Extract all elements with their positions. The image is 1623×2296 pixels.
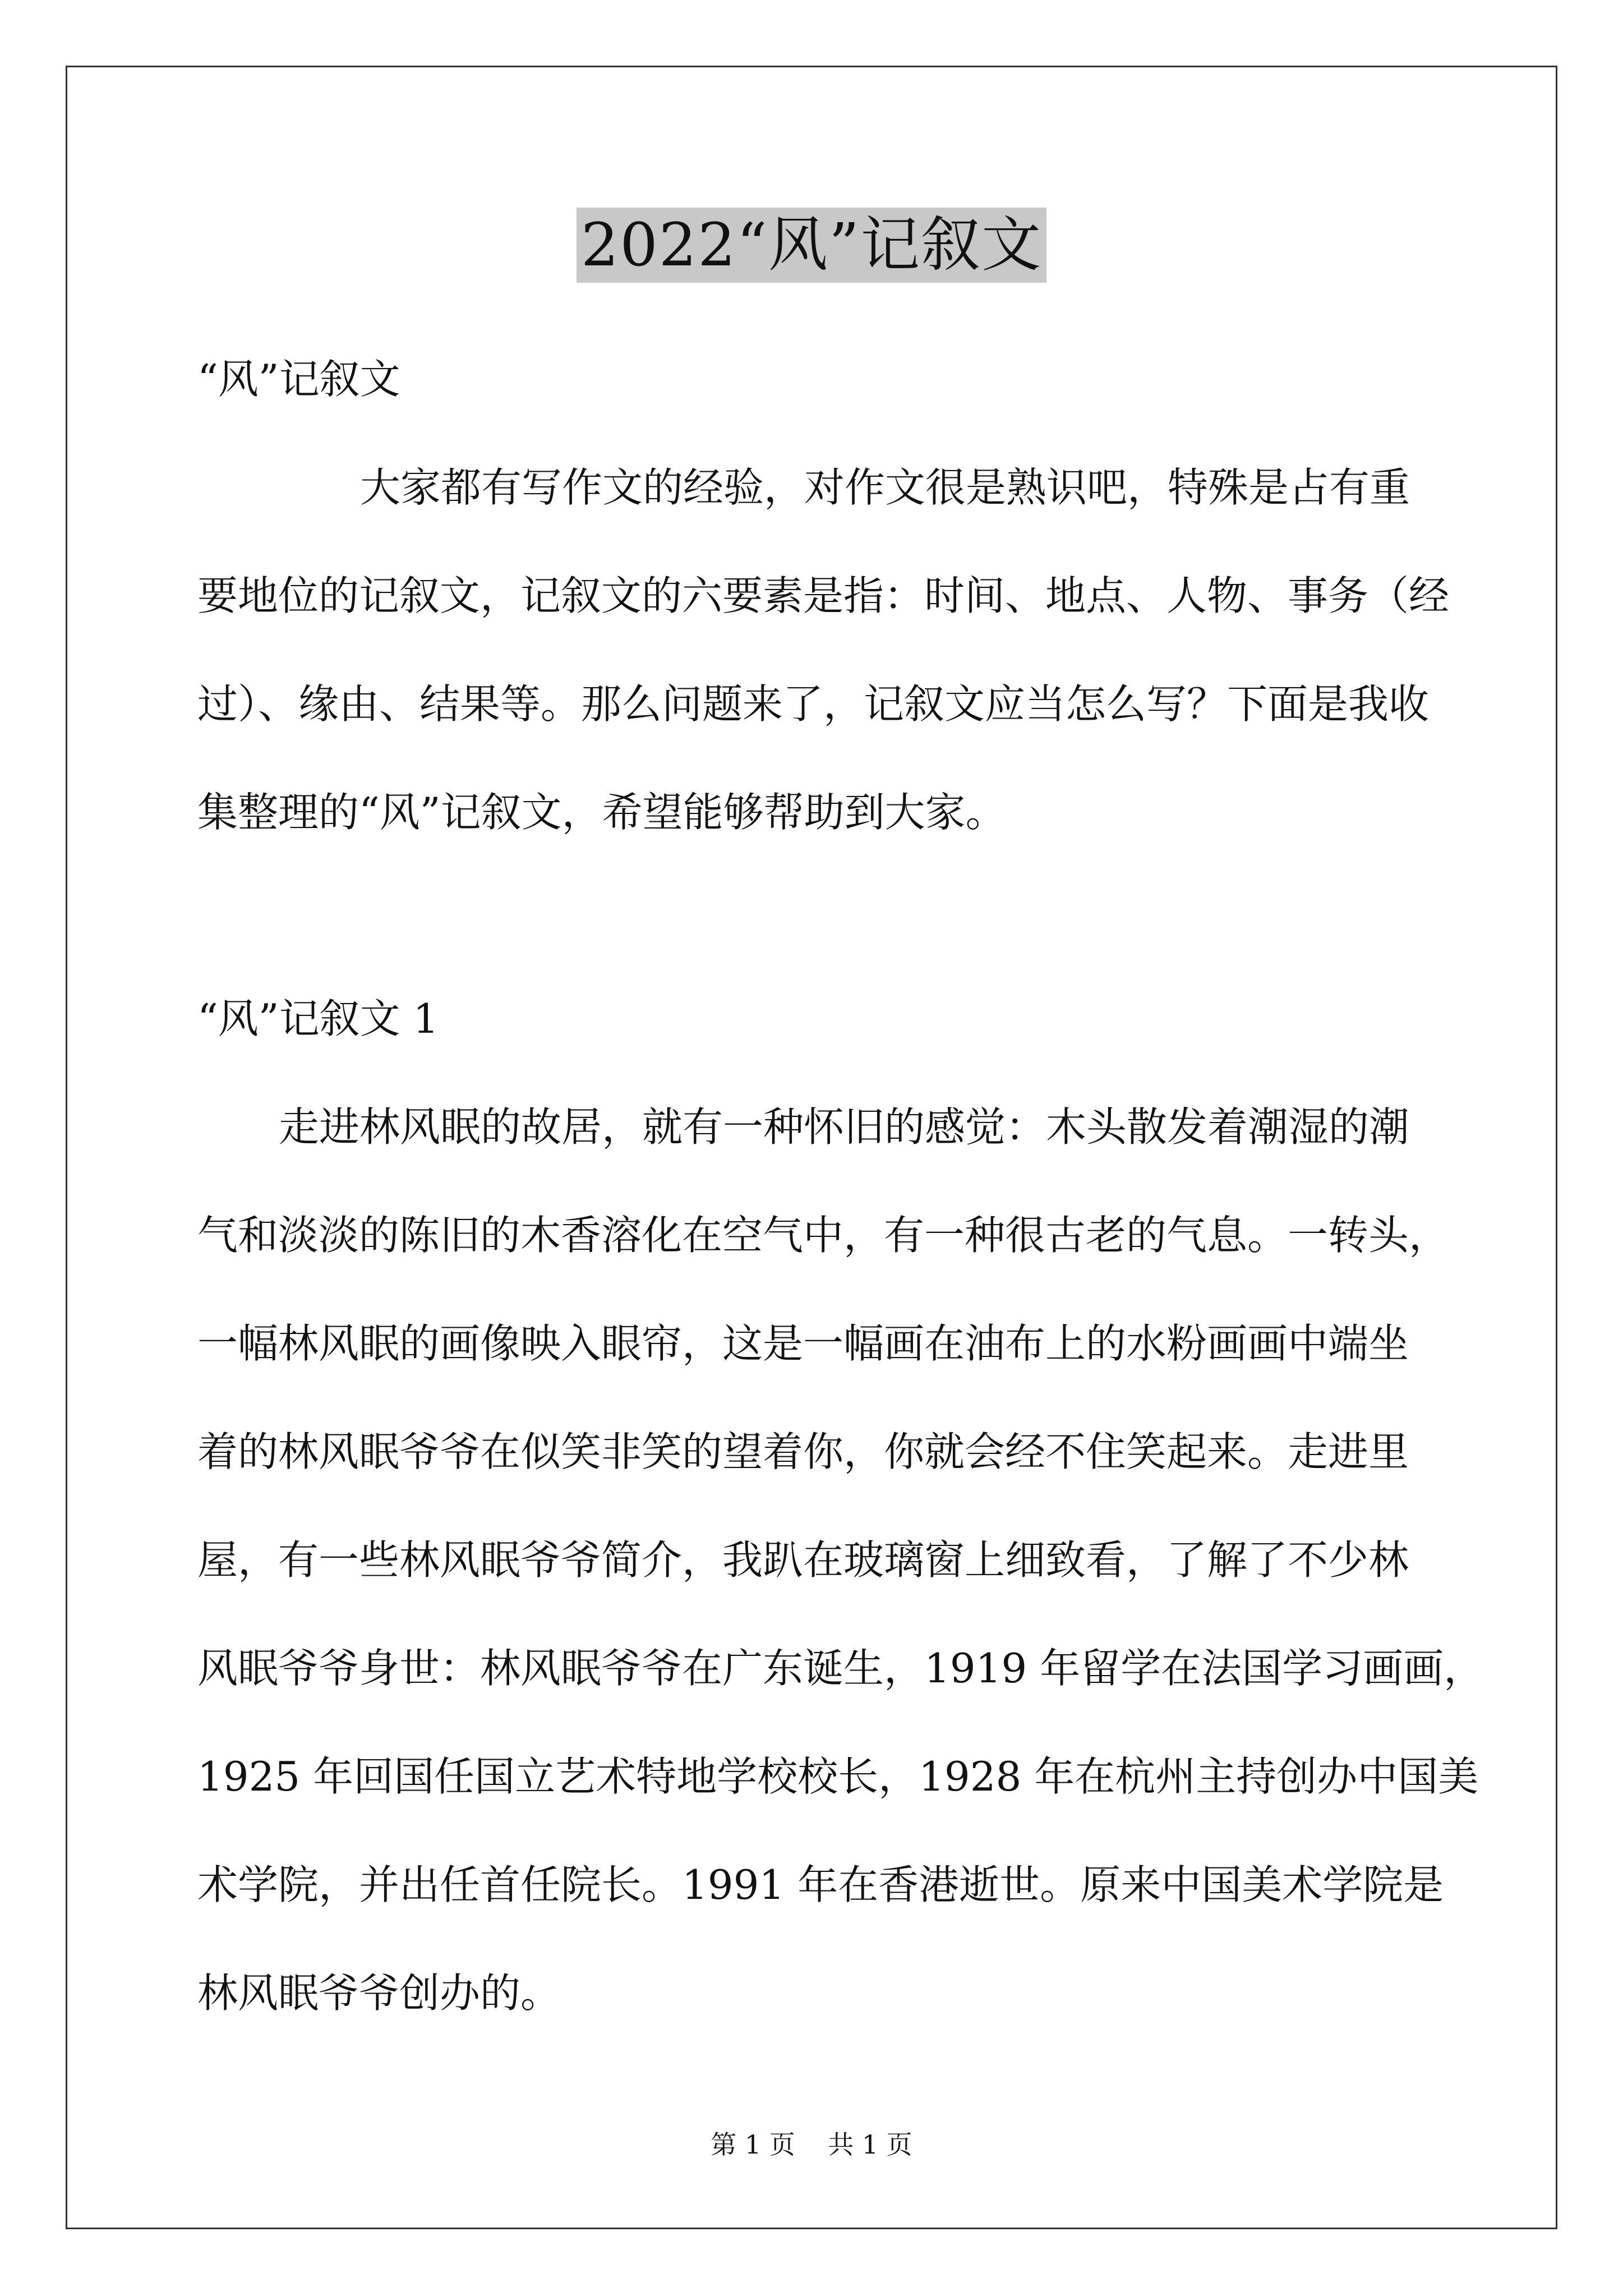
- body-line: 风眠爷爷身世：林风眠爷爷在广东诞生，1919 年留学在法国学习画画，: [197, 1645, 1484, 1692]
- subtitle: “风”记叙文: [197, 356, 400, 403]
- page-footer: 第 1 页 共 1 页: [711, 2129, 912, 2160]
- section-title: “风”记叙文 1: [197, 995, 439, 1042]
- title-container: [0, 208, 1623, 283]
- body-paragraph: [197, 1073, 1484, 2047]
- body-line: 林风眠爷爷创办的。: [197, 1970, 561, 2017]
- body-line: 走进林风眠的故居，就有一种怀旧的感觉：木头散发着潮湿的潮: [279, 1103, 1410, 1151]
- body-line: 着的林风眠爷爷在似笑非笑的望着你，你就会经不住笑起来。走进里: [197, 1428, 1409, 1475]
- document-title: 2022“风”记叙文: [577, 208, 1046, 283]
- body-line: 1925 年回国任国立艺术特地学校校长，1928 年在杭州主持创办中国美: [197, 1753, 1479, 1800]
- intro-line: 集整理的“风”记叙文，希望能够帮助到大家。: [197, 789, 1006, 836]
- intro-line: 过）、缘由、结果等。那么问题来了，记叙文应当怎么写？下面是我收: [197, 680, 1430, 728]
- body-line: 气和淡淡的陈旧的木香溶化在空气中，有一种很古老的气息。一转头，: [197, 1212, 1450, 1259]
- body-line: 术学院，并出任首任院长。1991 年在香港逝世。原来中国美术学院是: [197, 1861, 1444, 1908]
- intro-line: 大家都有写作文的经验，对作文很是熟识吧，特殊是占有重: [360, 464, 1410, 511]
- intro-line: 要地位的记叙文，记叙文的六要素是指：时间、地点、人物、事务（经: [197, 572, 1450, 619]
- intro-paragraph: [197, 434, 1450, 867]
- body-line: 屋，有一些林风眠爷爷简介，我趴在玻璃窗上细致看，了解了不少林: [197, 1536, 1409, 1584]
- body-line: 一幅林风眠的画像映入眼帘，这是一幅画在油布上的水粉画画中端坐: [197, 1320, 1409, 1367]
